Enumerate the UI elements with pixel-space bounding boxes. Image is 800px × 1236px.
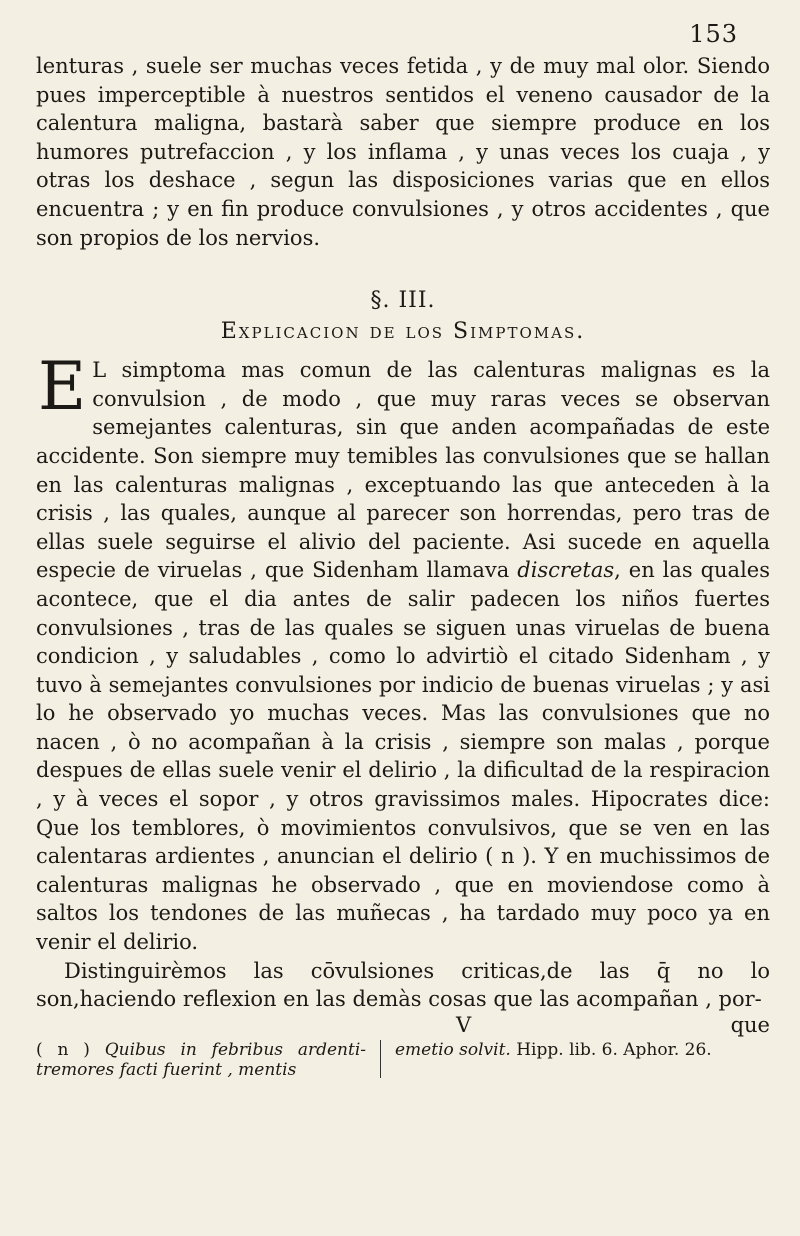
footnote-left xyxy=(36,1040,366,1080)
paragraph-continuation: lenturas , suele ser muchas veces fetida , y de muy mal olor. Siendo pues imperceptible à nuestros sentidos el veneno causador de la calentura maligna, bastarà saber que siempre produce en los humores putrefaccion , y los inflama , y unas veces los cuaja , y otras los deshace , segun las disposiciones varias que en ellos encuentra ; y en fin produce convulsiones , y otros accidentes , que son propios de los nervios. xyxy=(36,54,770,250)
paragraph-simptomas xyxy=(36,348,770,956)
catchword: que xyxy=(730,1012,770,1037)
drop-cap: E xyxy=(38,348,87,426)
footnote-right xyxy=(395,1040,770,1080)
signature-line xyxy=(36,1014,770,1036)
section-number: §. III. xyxy=(370,288,436,314)
page-number: 153 xyxy=(689,20,738,48)
signature-mark: V xyxy=(456,1012,472,1037)
footnote-left-text: Quibus in febribus ardenti- tremores facti fuerint , mentis xyxy=(36,1039,367,1080)
paragraph-text: L simptoma mas comun de las calenturas malignas es la convulsion , de modo , que muy raras veces se observan semejantes calenturas, sin que anden acompañadas de este accidente. Son siempre muy temibles las convulsiones que se hallan en las calenturas malignas , exceptuando las que anteceden à la crisis , las quales, aunque al parecer son horrendas, pero tras de ellas suele seguirse el alivio del paciente. Asi sucede en aquella especie de viruelas , que Sidenham llamava xyxy=(36,358,770,583)
footnote-divider xyxy=(380,1040,381,1078)
footnote-right-text: emetio solvit. xyxy=(395,1039,511,1060)
italic-term: discretas xyxy=(517,558,615,583)
section-title: Explicacion de los Simptomas. xyxy=(220,319,586,345)
footnote xyxy=(36,1040,770,1080)
paragraph-text-rest: , en las quales acontece, que el dia antes de salir padecen los niños fuertes convulsiones , tras de las quales se siguen unas viruelas de buena condicion , y saludables , como lo advirtiò el citado Sidenham , y tuvo à semejantes convulsiones por indicio de buenas viruelas ; y asi lo he observado yo muchas veces. Mas las convulsiones que no nacen , ò no acompañan à la crisis , siempre son malas , porque despues de ellas suele venir el delirio , la dificultad de la respiracion , y à veces el sopor , y otros gravissimos males. Hipocrates dice: Que los temblores, ò movimientos convulsivos, que se ven en las calentaras ardientes , anuncian el delirio ( n ). Y en muchissimos de calenturas malignas he observado , que en moviendose como à saltos los tendones de las muñecas , ha tardado muy poco ya en venir el delirio. xyxy=(36,558,770,955)
footnote-mark: ( n ) xyxy=(36,1039,90,1060)
footnote-source: Hipp. lib. 6. Aphor. 26. xyxy=(516,1039,712,1060)
paragraph-distinguiremos: Distinguirèmos las cōvulsiones criticas,de las q̄ no lo son,haciendo reflexion en las demàs cosas que las acompañan , por- xyxy=(36,958,770,1012)
